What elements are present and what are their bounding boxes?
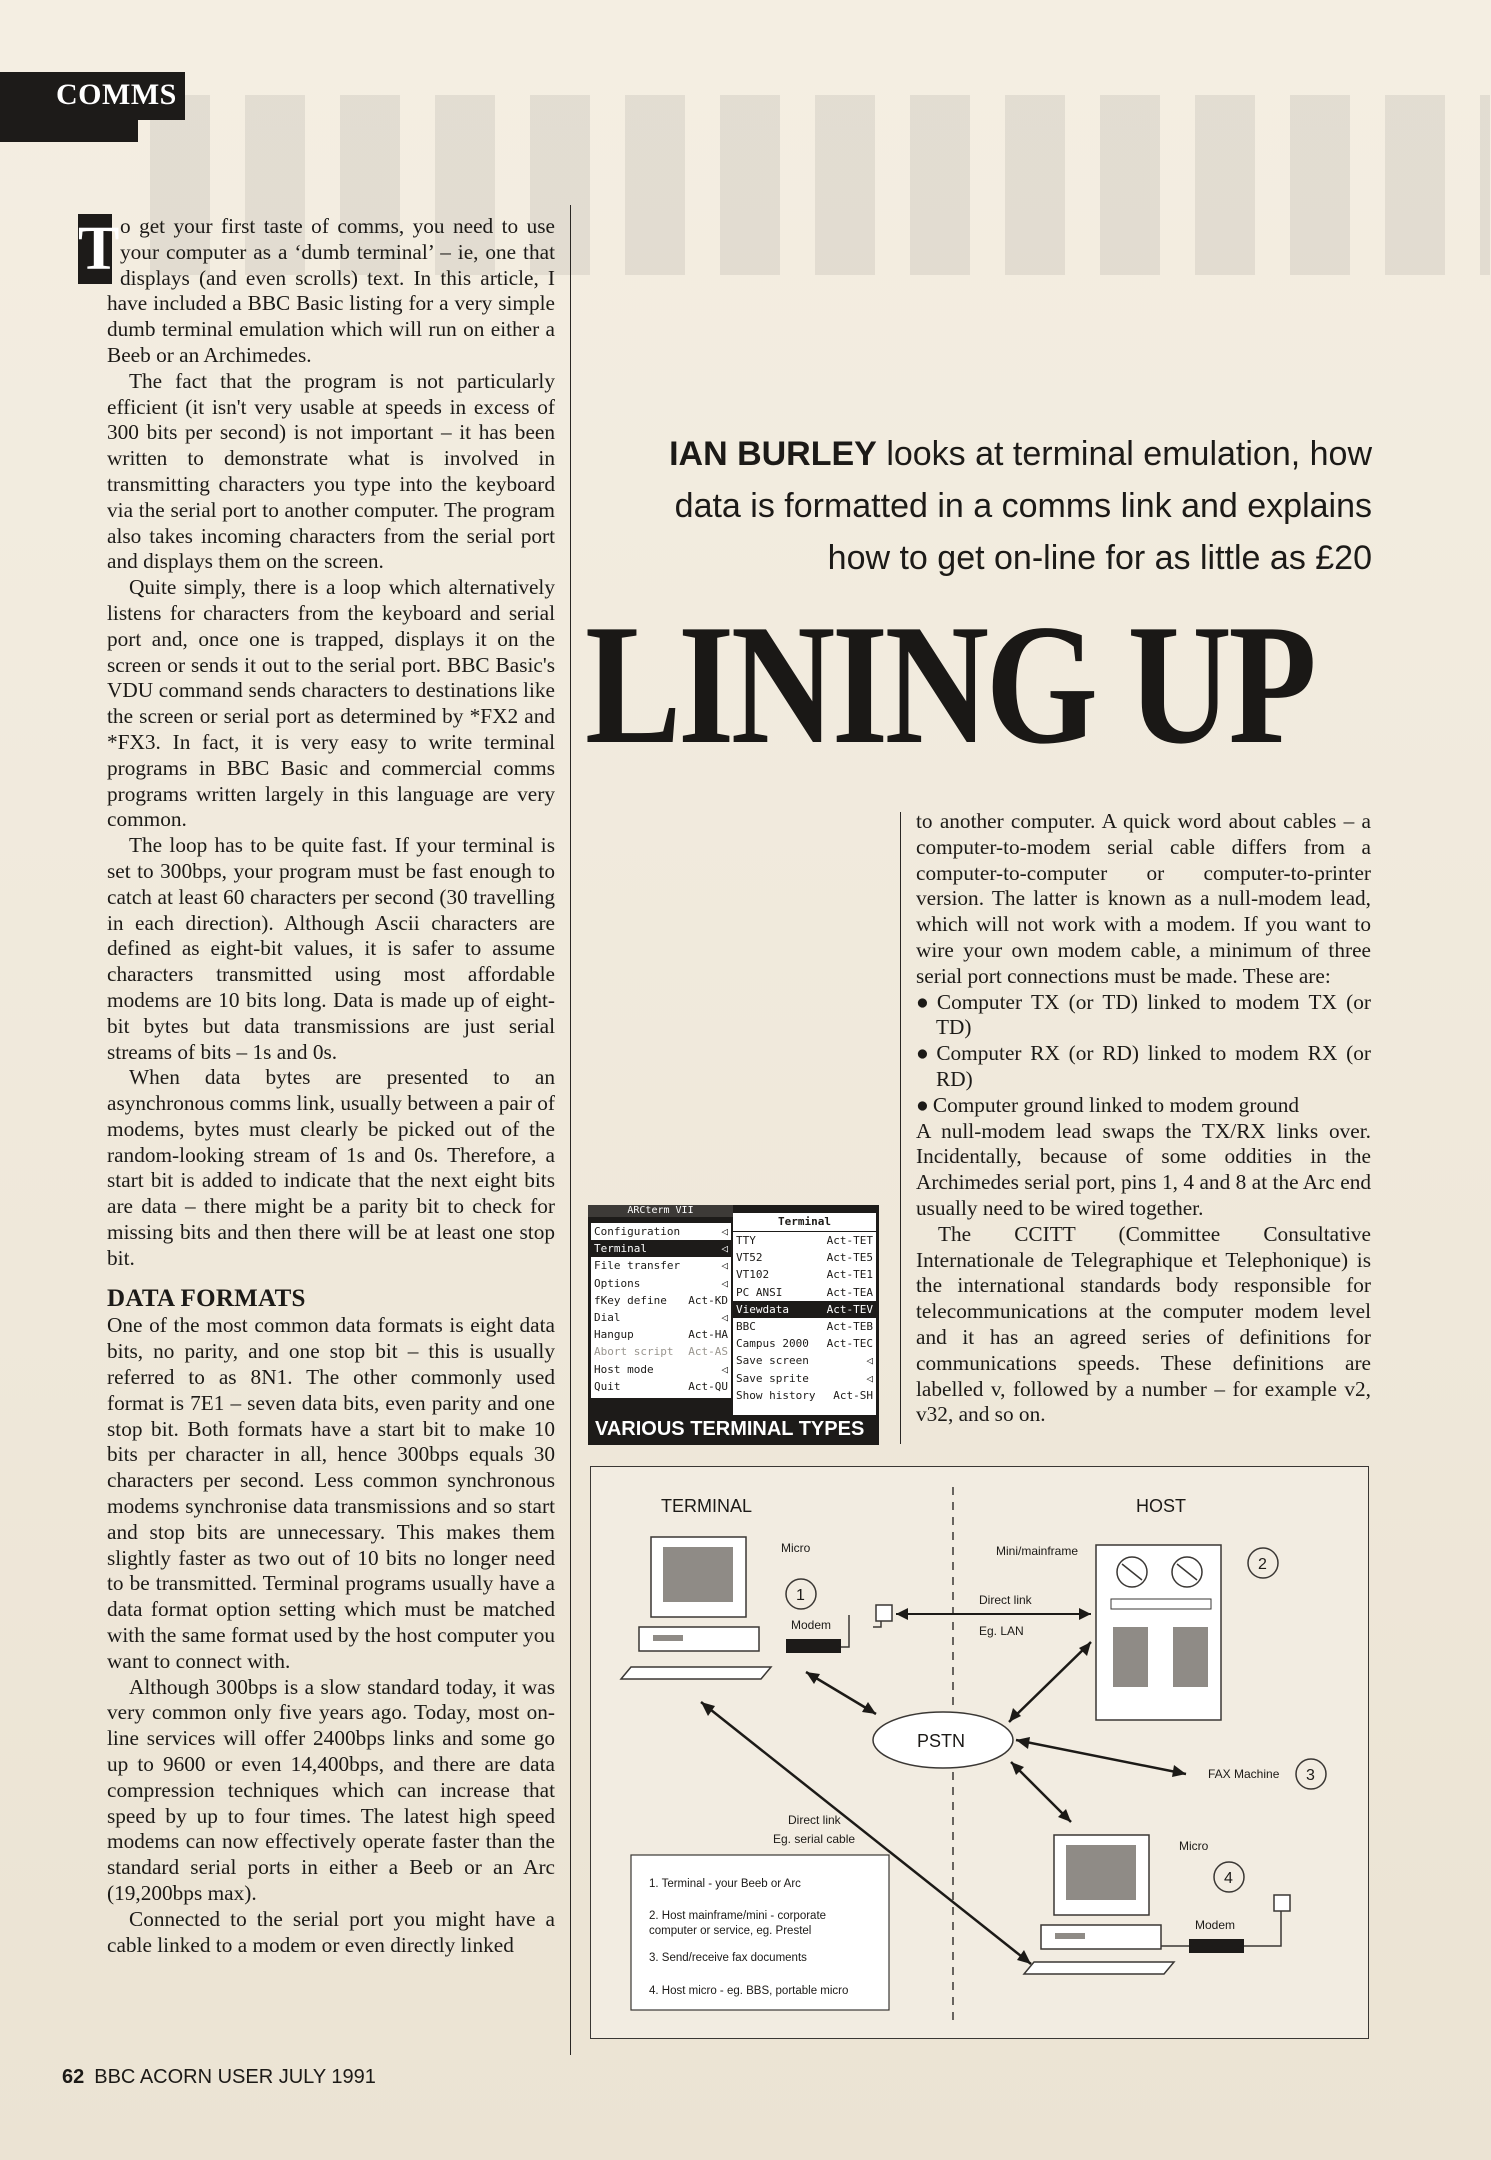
mainframe-icon [1096, 1545, 1221, 1720]
menu-item-shortcut: ◁ [866, 1371, 873, 1385]
main-menu-item[interactable] [591, 1326, 731, 1343]
phone-socket-icon [876, 1605, 892, 1621]
menu-item-label: Terminal [594, 1242, 647, 1256]
terminal-screenshot [588, 1205, 879, 1445]
menu-item-label: Campus 2000 [736, 1337, 809, 1351]
menu-item-shortcut: Act-TEC [826, 1337, 873, 1351]
host-label: HOST [1136, 1496, 1187, 1516]
menu-item-shortcut: Act-HA [688, 1328, 728, 1342]
page-footer [62, 2066, 376, 2089]
number-4: 4 [1224, 1870, 1233, 1887]
menu-item-shortcut: Act-TET [826, 1234, 873, 1247]
menu-item-shortcut: Act-TE1 [826, 1268, 873, 1282]
menu-item-label: fKey define [594, 1293, 667, 1307]
legend-item: 1. Terminal - your Beeb or Arc [649, 1878, 801, 1890]
menu-item-shortcut: Act-TE5 [826, 1251, 873, 1265]
bullet-item: ● Computer ground linked to modem ground [916, 1092, 1300, 1117]
micro-label: Micro [781, 1541, 811, 1555]
section-tag-label: COMMS [56, 78, 177, 111]
paragraph: Although 300bps is a slow standard today, it was very common only five years ago. Today, most on-line services will offer 2400bps links and some go up to 9600 or even 14,400bps, and there are data compression techniques which can increase that speed by up to four times. The latest high speed modems can now effectively operate faster than the standard serial ports in either a Beeb or an Arc (19,200bps max). [107, 1674, 555, 1905]
main-menu-item[interactable] [591, 1361, 731, 1378]
terminal-menu-item[interactable] [733, 1370, 876, 1387]
menu-item-shortcut: Act-TEA [826, 1285, 873, 1299]
menu-item-label: VT52 [736, 1251, 763, 1265]
menu-item-label: BBC [736, 1319, 756, 1333]
publication-name: BBC ACORN USER JULY 1991 [94, 2066, 376, 2088]
serial-cable-label: Eg. serial cable [773, 1832, 856, 1846]
menu-item-label: File transfer [594, 1259, 681, 1273]
main-menu-item[interactable] [591, 1257, 731, 1274]
subheading: DATA FORMATS [107, 1284, 306, 1312]
menu-item-label: Hangup [594, 1328, 634, 1342]
terminal-menu-item[interactable] [733, 1232, 876, 1249]
paragraph: The CCITT (Committee Consultative Internationale de Telegraphique et Telephonique) is the international standards body responsible for telecommunications at the computer modem level and it has an agreed series of definitions for communications speeds. These definitions are labelled v, followed by a number – for example v2, v32, and so on. [916, 1221, 1371, 1427]
standfirst: IAN BURLEY looks at terminal emulation, how data is formatted in a comms link and explains how to get on-line for as little as £20 [669, 435, 1372, 577]
main-menu-item[interactable] [591, 1343, 731, 1360]
column-1 [78, 214, 555, 2044]
menu-item-shortcut: Act-AS [688, 1345, 728, 1359]
modem2-icon [1189, 1939, 1244, 1953]
terminal-menu-item[interactable] [733, 1266, 876, 1283]
diagram-svg [591, 1467, 1368, 2038]
screenshot-title: ARCterm VII [588, 1205, 733, 1217]
paragraph: When data bytes are presented to an asynchronous comms link, usually between a pair of modems, bytes must clearly be picked out of the random-looking stream of 1s and 0s. Therefore, a start bit is added to indicate that the next eight bits are data – there might be a parity bit to check for missing bits and then there will be at least one stop bit. [107, 1065, 555, 1270]
paragraph: A null-modem lead swaps the TX/RX links over. Incidentally, because of some oddities in the Archimedes serial port, pins 1, 4 and 8 at the Arc end usually need to be wired together. [916, 1118, 1371, 1220]
menu-item-shortcut: ◁ [721, 1225, 728, 1238]
menu-item-shortcut: Act-TEB [826, 1319, 873, 1333]
menu-item-label: Quit [594, 1379, 621, 1393]
main-menu-item[interactable] [591, 1240, 731, 1257]
menu-item-shortcut: Act-SH [833, 1388, 873, 1402]
author-name: IAN BURLEY [669, 435, 877, 473]
terminal-computer-icon [621, 1537, 771, 1679]
lan-label: Eg. LAN [979, 1624, 1024, 1638]
paragraph: to another computer. A quick word about cables – a computer-to-modem serial cable differs from a computer-to-computer or computer-to-printer version. The latter is known as a null-modem lead, which will not work with a modem. If you want to wire your own modem cable, a minimum of three serial port connections must be made. These are: [916, 809, 1371, 988]
menu-item-label: TTY [736, 1234, 756, 1247]
paragraph: Quite simply, there is a loop which alternatively listens for characters from the keyboard and serial port and, once one is trapped, displays it on the screen or sends it out to the serial port. BBC Basic's VDU command sends characters to destinations like the screen or serial port as determined by *FX2 and *FX3. In fact, it is very easy to write terminal programs in BBC Basic and commercial comms programs written largely in this language are very common. [107, 575, 555, 832]
menu-item-label: Dial [594, 1310, 621, 1324]
terminal-menu-item[interactable] [733, 1301, 876, 1318]
menu-item-shortcut: ◁ [866, 1354, 873, 1368]
number-1: 1 [796, 1587, 805, 1604]
number-3: 3 [1306, 1767, 1315, 1784]
legend-item: computer or service, eg. Prestel [649, 1925, 812, 1937]
menu-item-shortcut: ◁ [721, 1276, 728, 1290]
modem2-label: Modem [1195, 1918, 1236, 1932]
menu-item-label: Options [594, 1276, 641, 1290]
menu-item-label: Save sprite [736, 1371, 809, 1385]
phone-socket2-icon [1274, 1895, 1290, 1911]
menu-item-shortcut: Act-TEV [826, 1302, 873, 1316]
micro2-label: Micro [1179, 1839, 1209, 1853]
main-menu-item[interactable] [591, 1275, 731, 1292]
bullet-item: ● Computer RX (or RD) linked to modem RX (or RD) [916, 1041, 1371, 1091]
terminal-menu-item[interactable] [733, 1284, 876, 1301]
submenu-header: Terminal [733, 1213, 876, 1232]
menu-item-shortcut: ◁ [721, 1310, 728, 1324]
menu-item-label: VT102 [736, 1268, 770, 1282]
terminal-menu-item[interactable] [733, 1387, 876, 1404]
terminal-menu-item[interactable] [733, 1318, 876, 1335]
menu-item-shortcut: ◁ [721, 1362, 728, 1376]
headline: LINING UP [585, 590, 1314, 780]
number-2: 2 [1258, 1556, 1267, 1573]
main-menu-item[interactable] [591, 1309, 731, 1326]
legend-item: 3. Send/receive fax documents [649, 1952, 807, 1964]
bullet-item: ● Computer TX (or TD) linked to modem TX (or TD) [916, 989, 1371, 1040]
menu-item-label: Abort script [594, 1345, 674, 1359]
column-rule [570, 205, 571, 2055]
column-3 [916, 809, 1371, 1428]
menu-item-shortcut: Act-KD [688, 1293, 728, 1307]
serial-direct-label: Direct link [788, 1813, 841, 1827]
menu-item-label: Host mode [594, 1362, 654, 1376]
menu-item-shortcut: ◁ [721, 1242, 728, 1256]
menu-item-label: Configuration [594, 1225, 681, 1238]
paragraph: T o get your first taste of comms, you need to use your computer as a ‘dumb terminal’ – ie, one that displays (and even scrolls) text. In this article, I have included a BBC Basic listing for a very simple dumb terminal emulation which will run on either a Beeb or an Archimedes. [78, 214, 555, 367]
main-menu-item[interactable] [591, 1292, 731, 1309]
comms-diagram [590, 1466, 1369, 2039]
screenshot-caption: VARIOUS TERMINAL TYPES [595, 1418, 865, 1440]
fax-label: FAX Machine [1208, 1767, 1280, 1781]
terminal-submenu [733, 1213, 876, 1415]
legend-item: 4. Host micro - eg. BBS, portable micro [649, 1985, 849, 1997]
mainframe-label: Mini/mainframe [996, 1544, 1079, 1558]
column-rule [900, 812, 901, 1444]
modem-icon [786, 1639, 841, 1653]
direct-link-label: Direct link [979, 1593, 1032, 1607]
menu-item-label: Show history [736, 1388, 816, 1402]
menu-item-label: Save screen [736, 1354, 809, 1368]
menu-item-label: PC ANSI [736, 1285, 783, 1299]
paragraph: One of the most common data formats is eight data bits, no parity, and one stop bit – this is usually referred to as 8N1. The other commonly used format is 7E1 – seven data bits, even parity and one stop bit. Both formats have a start bit to make 10 bits per character in all, hence 300bps equals 30 characters per second. Less common synchronous modems synchronise data transmissions and so start and stop bits are unnecessary. This makes them slightly faster as two out of 10 bits no longer need to be transmitted. Terminal programs usually have a data format option setting which must be matched with the same format used by the host computer you want to connect with. [107, 1313, 555, 1673]
terminal-menu-item[interactable] [733, 1249, 876, 1266]
page-number: 62 [62, 2066, 85, 2088]
main-menu-item[interactable] [591, 1223, 731, 1240]
terminal-menu-item[interactable] [733, 1352, 876, 1369]
main-menu [591, 1223, 731, 1398]
section-tag [0, 72, 185, 142]
paragraph: The fact that the program is not particularly efficient (it isn't very usable at speeds in excess of 300 bits per second) is not important – it has been written to demonstrate what is involved in transmitting characters you type into the keyboard via the serial port to another computer. The program also takes incoming characters from the serial port and displays them on the screen. [107, 368, 555, 574]
paragraph: The loop has to be quite fast. If your terminal is set to 300bps, your program must be fast enough to catch at least 60 characters per second (30 travelling in each direction). Although Ascii characters are defined as eight-bit values, it is safer to assume characters transmitted using most affordable modems are 10 bits long. Data is made up of eight-bit bytes but data transmissions are just serial streams of bits – 1s and 0s. [107, 833, 555, 1064]
drop-cap: T [78, 215, 120, 283]
pstn-label: PSTN [917, 1731, 966, 1751]
terminal-label: TERMINAL [661, 1496, 753, 1516]
menu-item-shortcut: Act-QU [688, 1379, 728, 1393]
menu-item-shortcut: ◁ [721, 1259, 728, 1273]
paragraph: Connected to the serial port you might have a cable linked to a modem or even directly linked [107, 1906, 555, 1957]
main-menu-item[interactable] [591, 1378, 731, 1395]
modem-label: Modem [791, 1618, 832, 1632]
legend-item: 2. Host mainframe/mini - corporate [649, 1910, 827, 1922]
terminal-menu-item[interactable] [733, 1335, 876, 1352]
menu-item-label: Viewdata [736, 1302, 789, 1316]
host-micro-icon [1024, 1835, 1174, 1974]
